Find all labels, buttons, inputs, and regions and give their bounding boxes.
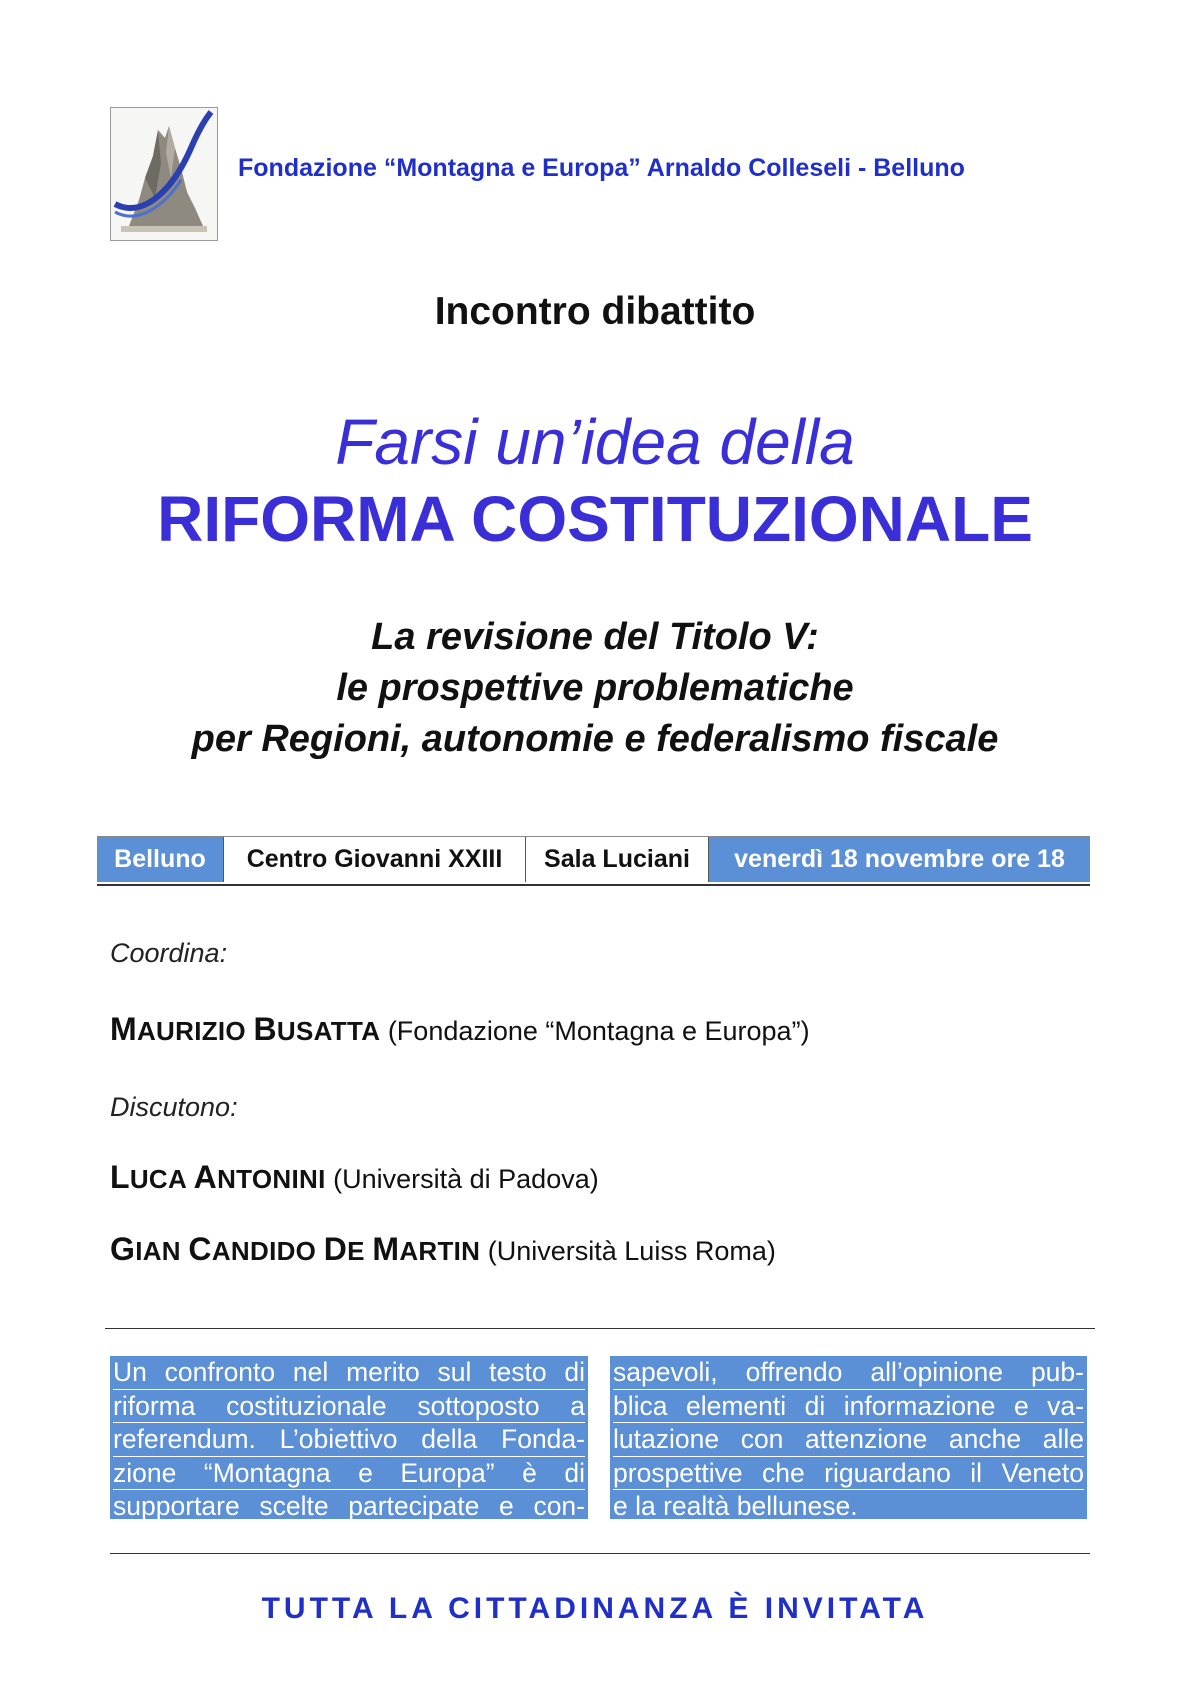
- mountain-logo-icon: [111, 108, 217, 240]
- speaker-entry: [110, 1159, 599, 1196]
- speakers-label: Discutono:: [110, 1092, 238, 1122]
- description-line: lutazione con attenzione anche alle: [613, 1423, 1084, 1457]
- speaker-affiliation: (Università Luiss Roma): [487, 1236, 776, 1266]
- foundation-logo: [110, 107, 218, 241]
- subtitle-line: per Regioni, autonomie e federalismo fiscale: [191, 718, 999, 760]
- venue-place: Centro Giovanni XXIII: [223, 837, 526, 882]
- subtitle: [0, 612, 1190, 765]
- description-line: supportare scelte partecipate e con-: [113, 1490, 585, 1524]
- speaker-name: GIAN CANDIDO DE MARTIN: [110, 1231, 481, 1267]
- event-type-heading: Incontro dibattito: [434, 290, 756, 333]
- speaker-entry: [110, 1231, 776, 1268]
- coordinator-name: MAURIZIO BUSATTA: [110, 1011, 381, 1047]
- description-line: Un confronto nel merito sul testo di: [113, 1356, 585, 1390]
- title-line-1: Farsi un’idea della: [335, 406, 855, 478]
- description-line: e la realtà bellunese.: [613, 1491, 858, 1521]
- coordinator-entry: [110, 1011, 810, 1048]
- speaker-name: LUCA ANTONINI: [110, 1159, 326, 1195]
- description-line: blica elementi di informazione e va-: [613, 1390, 1084, 1424]
- title-line-2: RIFORMA COSTITUZIONALE: [157, 483, 1033, 555]
- venue-band: [97, 836, 1090, 886]
- description-line: sapevoli, offrendo all’opinione pub-: [613, 1356, 1084, 1390]
- description-right-column: [610, 1356, 1087, 1519]
- organization-name: Fondazione “Montagna e Europa” Arnaldo Colleseli - Belluno: [238, 154, 965, 182]
- description-line: referendum. L’obiettivo della Fonda-: [113, 1423, 585, 1457]
- description-line: zione “Montagna e Europa” è di: [113, 1457, 585, 1491]
- divider-top: [105, 1328, 1095, 1329]
- coordinator-label: Coordina:: [110, 938, 228, 968]
- description-line: riforma costituzionale sottoposto a: [113, 1390, 585, 1424]
- venue-room: Sala Luciani: [526, 837, 709, 882]
- venue-city: Belluno: [97, 837, 223, 882]
- subtitle-line: La revisione del Titolo V:: [371, 616, 819, 658]
- description-line: prospettive che riguardano il Veneto: [613, 1457, 1084, 1491]
- divider-bottom: [110, 1553, 1090, 1554]
- coordinator-affiliation: (Fondazione “Montagna e Europa”): [387, 1016, 810, 1046]
- invitation-text: TUTTA LA CITTADINANZA È INVITATA: [261, 1592, 929, 1625]
- description-left-column: [110, 1356, 588, 1519]
- subtitle-line: le prospettive problematiche: [336, 667, 854, 709]
- speaker-affiliation: (Università di Padova): [333, 1164, 599, 1194]
- venue-datetime: venerdì 18 novembre ore 18: [709, 837, 1090, 882]
